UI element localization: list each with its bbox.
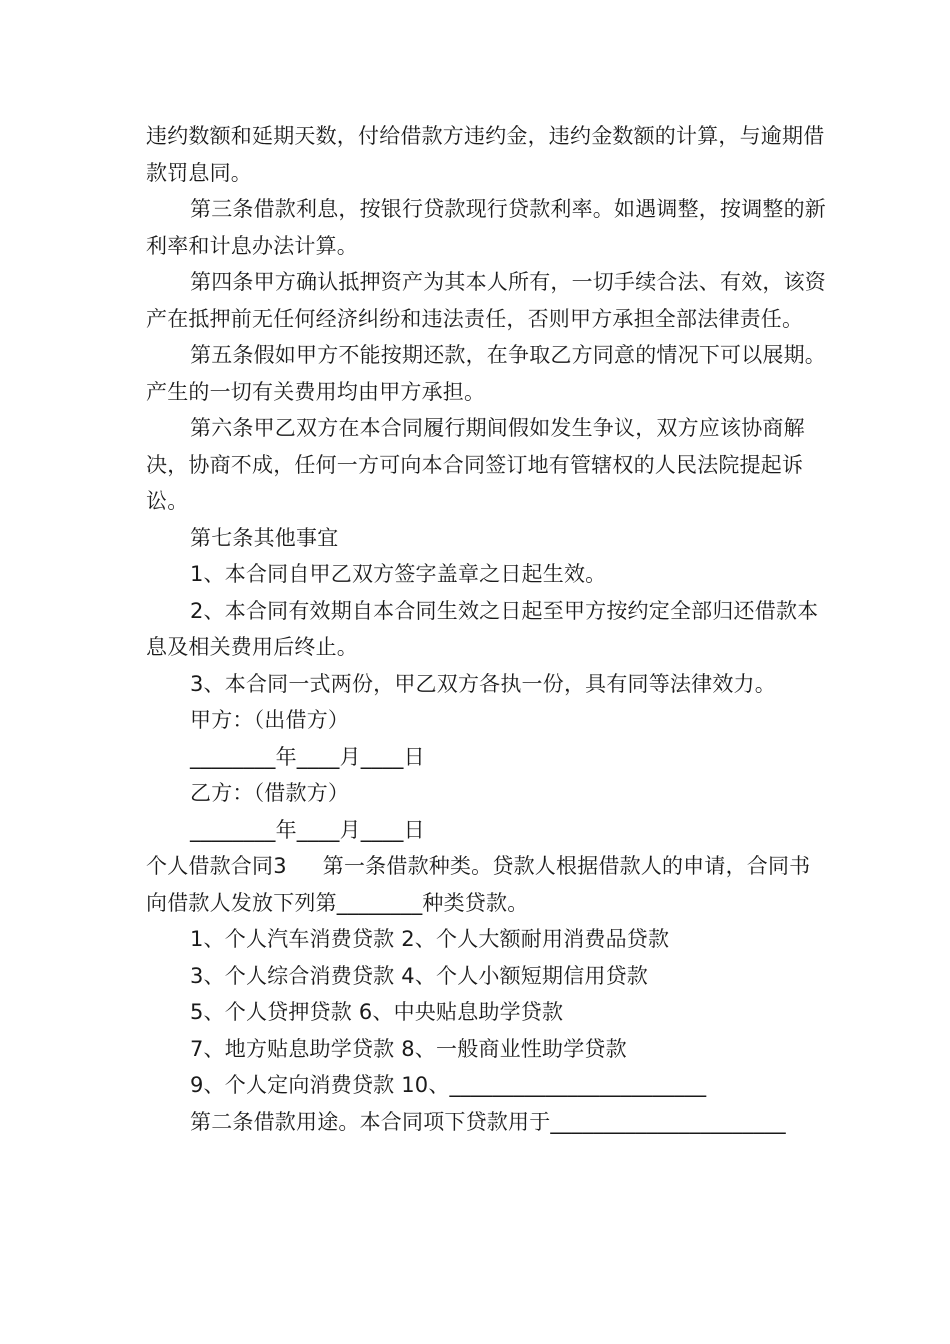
paragraph-article-2-purpose: 第二条借款用途。本合同项下贷款用于______________________ [190, 1109, 786, 1134]
contract-3-heading-paragraph [146, 848, 826, 921]
paragraph-item-1: 1、本合同自甲乙双方签字盖章之日起生效。 [190, 562, 607, 586]
document-body [146, 118, 826, 1140]
contract-3-title: 个人借款合同3 [146, 854, 287, 878]
paragraph-article-5: 第五条假如甲方不能按期还款，在争取乙方同意的情况下可以展期。产生的一切有关费用均由甲方承担。 [146, 343, 826, 404]
signature-party-a: 甲方：（出借方） [190, 708, 350, 732]
contract-3-article-1: 第一条借款种类。贷款人根据借款人的申请，合同书向借款人发放下列第________种类贷款。 [146, 854, 811, 915]
loan-type-list-line-3: 5、个人贷押贷款 6、中央贴息助学贷款 [190, 1000, 564, 1024]
paragraph-article-3: 第三条借款利息，按银行贷款现行贷款利率。如遇调整，按调整的新利率和计息办法计算。 [146, 197, 826, 258]
loan-type-list-line-1: 1、个人汽车消费贷款 2、个人大额耐用消费品贷款 [190, 927, 670, 951]
paragraph-article-7: 第七条其他事宜 [190, 525, 339, 550]
date-line-party-b: ________年____月____日 [190, 817, 425, 842]
paragraph-article-4: 第四条甲方确认抵押资产为其本人所有，一切手续合法、有效，该资产在抵押前无任何经济纠纷和违法责任，否则甲方承担全部法律责任。 [146, 270, 826, 331]
date-line-party-a: ________年____月____日 [190, 744, 425, 769]
loan-type-list-line-5: 9、个人定向消费贷款 10、________________________ [190, 1073, 707, 1097]
paragraph-item-3: 3、本合同一式两份，甲乙双方各执一份，具有同等法律效力。 [190, 671, 776, 696]
paragraph-article-6: 第六条甲乙双方在本合同履行期间假如发生争议，双方应该协商解决，协商不成，任何一方可向本合同签订地有管辖权的人民法院提起诉讼。 [146, 416, 805, 513]
paragraph-penalty: 违约数额和延期天数，付给借款方违约金，违约金数额的计算，与逾期借款罚息同。 [146, 124, 825, 185]
signature-party-b: 乙方：（借款方） [190, 781, 350, 805]
paragraph-item-2: 2、本合同有效期自本合同生效之日起至甲方按约定全部归还借款本息及相关费用后终止。 [146, 598, 819, 659]
loan-type-list-line-2: 3、个人综合消费贷款 4、个人小额短期信用贷款 [190, 963, 648, 988]
loan-type-list-line-4: 7、地方贴息助学贷款 8、一般商业性助学贷款 [190, 1036, 627, 1061]
